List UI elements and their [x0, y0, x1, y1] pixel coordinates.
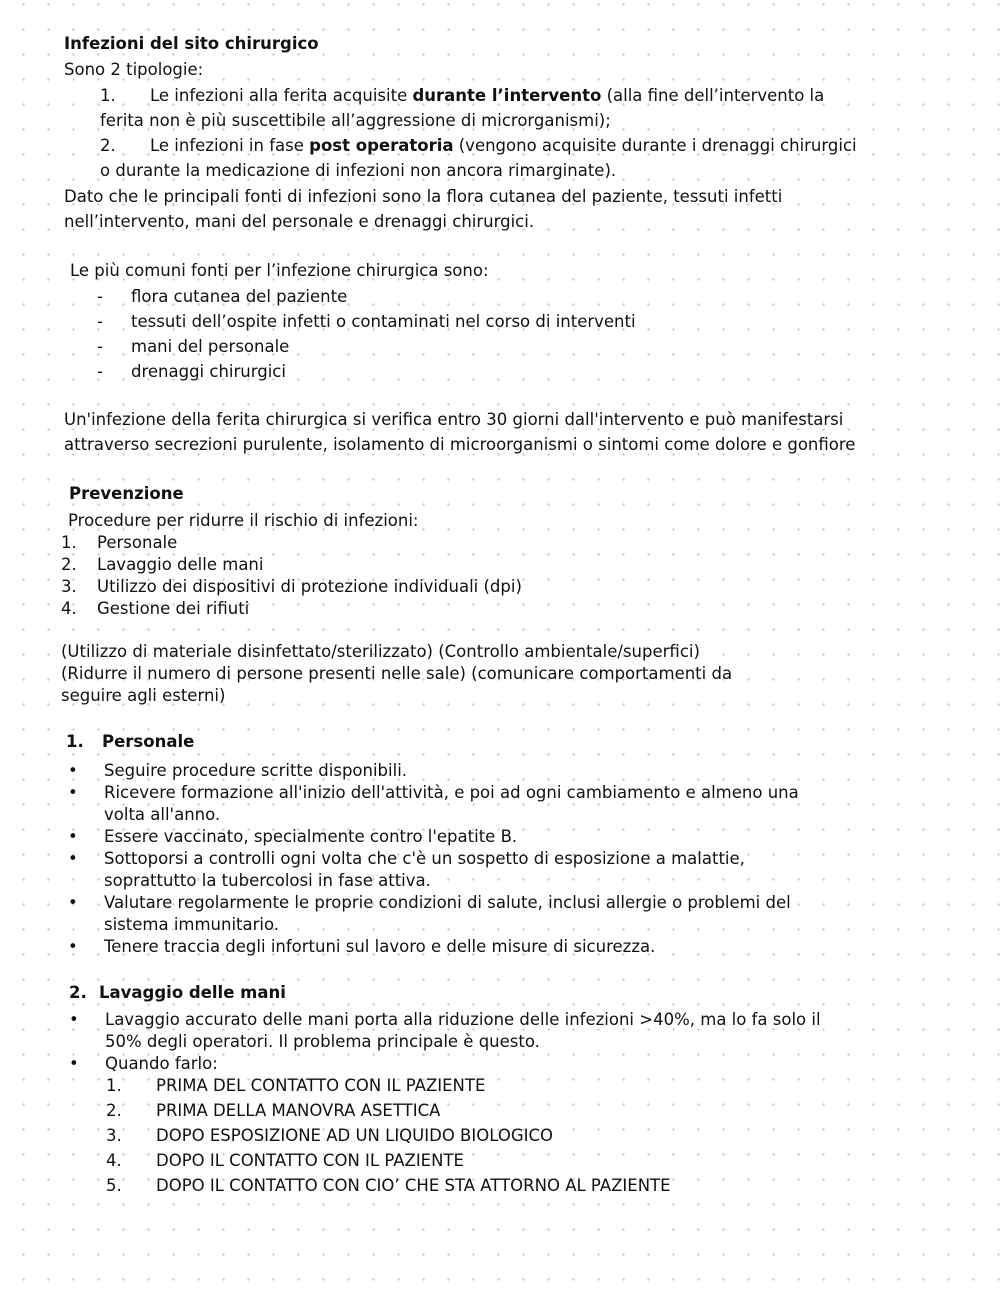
list-item: 2. PRIMA DELLA MANOVRA ASETTICA — [106, 1101, 441, 1120]
list-item: - tessuti dell’ospite infetti o contaminati nel corso di interventi — [97, 312, 636, 331]
list-item: 5. DOPO IL CONTATTO CON CIO’ CHE STA ATTORNO AL PAZIENTE — [106, 1176, 671, 1195]
list-item: • Sottoporsi a controlli ogni volta che c'è un sospetto di esposizione a malattie, soprattutto la tubercolosi in fase attiva. — [68, 849, 745, 890]
personale-heading: 1. Personale — [66, 732, 195, 751]
prevention-list — [61, 532, 522, 620]
lavaggio-heading: 2. Lavaggio delle mani — [69, 983, 286, 1002]
list-item: - mani del personale — [97, 337, 290, 356]
list-item: • Valutare regolarmente le proprie condizioni di salute, inclusi allergie o problemi del sistema immunitario. — [68, 893, 791, 934]
sources-paragraph: Dato che le principali fonti di infezioni sono la flora cutanea del paziente, tessuti infetti nell’intervento, mani del personale e drenaggi chirurgici. — [64, 187, 783, 231]
list-item: 1. Personale — [61, 533, 178, 552]
section-title: Infezioni del sito chirurgico — [64, 34, 319, 53]
list-item: • Ricevere formazione all'inizio dell'attività, e poi ad ogni cambiamento e almeno una volta all'anno. — [68, 783, 799, 824]
definition-paragraph: Un'infezione della ferita chirurgica si verifica entro 30 giorni dall'intervento e può manifestarsi attraverso secrezioni purulente, isolamento di microorganismi o sintomi come dolore e gonfiore — [64, 410, 856, 454]
list-item: - drenaggi chirurgici — [97, 362, 286, 381]
list-item: 3. Utilizzo dei dispositivi di protezione individuali (dpi) — [61, 577, 522, 596]
list-item: 4. Gestione dei rifiuti — [61, 599, 250, 618]
type-num: 1. — [100, 86, 116, 105]
prevention-intro: Procedure per ridurre il rischio di infezioni: — [68, 511, 419, 530]
types-intro: Sono 2 tipologie: — [64, 60, 204, 79]
list-item: • Lavaggio accurato delle mani porta alla riduzione delle infezioni >40%, ma lo fa solo il 50% degli operatori. Il problema principale è questo. — [69, 1010, 821, 1051]
list-item: 4. DOPO IL CONTATTO CON IL PAZIENTE — [106, 1151, 464, 1170]
list-item: • Quando farlo: — [69, 1054, 218, 1073]
moments-list — [106, 1073, 671, 1198]
type-item-2: 2. Le infezioni in fase post operatoria (vengono acquisite durante i drenaggi chirurgici o durante la medicazione di infezioni non ancora rimarginate). — [100, 133, 857, 183]
type-item-continuation: ferita non è più suscettibile all’aggressione di microrganismi); — [100, 111, 611, 130]
list-item: 1. PRIMA DEL CONTATTO CON IL PAZIENTE — [106, 1076, 486, 1095]
list-item: 3. DOPO ESPOSIZIONE AD UN LIQUIDO BIOLOGICO — [106, 1126, 553, 1145]
list-item: 2. Lavaggio delle mani — [61, 555, 264, 574]
lavaggio-list — [69, 1009, 821, 1075]
list-item: - flora cutanea del paziente — [97, 287, 348, 306]
prevention-title: Prevenzione — [69, 484, 184, 503]
personale-list — [68, 760, 799, 958]
common-sources-list — [97, 284, 636, 384]
type-num: 2. — [100, 136, 116, 155]
common-sources-heading: Le più comuni fonti per l’infezione chirurgica sono: — [70, 261, 489, 280]
prevention-notes: (Utilizzo di materiale disinfettato/sterilizzato) (Controllo ambientale/superfici) (Ridurre il numero di persone presenti nelle sale) (comunicare comportamenti da seguire agli esterni) — [61, 642, 733, 705]
list-item: • Essere vaccinato, specialmente contro l'epatite B. — [68, 827, 518, 846]
list-item: • Seguire procedure scritte disponibili. — [68, 761, 408, 780]
list-item: • Tenere traccia degli infortuni sul lavoro e delle misure di sicurezza. — [68, 937, 656, 956]
type-item-1: 1. Le infezioni alla ferita acquisite durante l’intervento (alla fine dell’intervento la ferita non è più suscettibile all’aggressione di microrganismi); — [100, 83, 824, 133]
type-item-continuation: o durante la medicazione di infezioni non ancora rimarginate). — [100, 161, 617, 180]
